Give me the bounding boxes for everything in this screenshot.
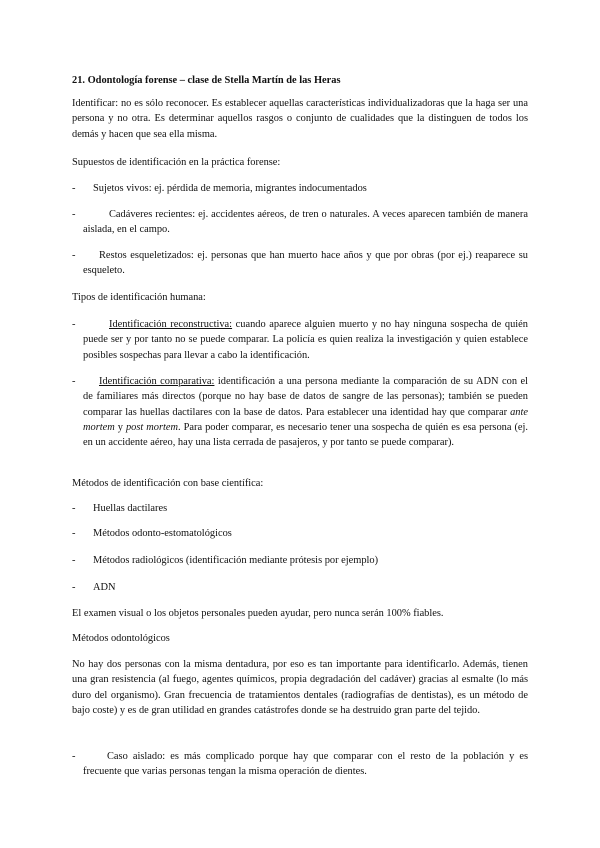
bullet-dash: - (72, 209, 76, 220)
definition-text: y (114, 421, 126, 433)
list-item-text: Restos esqueletizados: ej. personas que han muerto hace años y que por obras (por ej.) reaparece su esqueleto. (83, 250, 528, 277)
list-item (72, 580, 528, 595)
list-item-text: Caso aislado: es más complicado porque hay que comparar con el resto de la población y es frecuente que varias personas tengan la misma operación de dientes. (83, 751, 528, 778)
italic-term: ante mortem (83, 406, 528, 433)
bullet-dash: - (72, 751, 76, 762)
bullet-dash: - (72, 582, 76, 593)
term-reconstructiva: Identificación reconstructiva: (109, 319, 233, 330)
examen-paragraph: El examen visual o los objetos personales pueden ayudar, pero nunca serán 100% fiables. (72, 608, 444, 619)
document-title: 21. Odontología forense – clase de Stella Martín de las Heras (72, 75, 341, 86)
intro-paragraph: Identificar: no es sólo reconocer. Es establecer aquellas características individualizadoras que la haga ser una persona y no otra. Es determinar aquellos rasgos o conjunto de cualidades que la distinguen de todos los demás y hacen que sea ella misma. (72, 98, 528, 140)
bullet-dash: - (72, 319, 76, 330)
list-item (72, 501, 528, 516)
odont-paragraph: No hay dos personas con la misma dentadura, por eso es tan importante para identificarlo. Además, tienen una gran resistencia (al fuego, agentes químicos, propia degradación del cadáver) gracias al esmalte (lo más duro del organismo). Gran frecuencia de tratamientos dentales (radiografías de dentistas), es un método de bajo coste) y es de gran utilidad en grandes catástrofes donde se ha destruido gran parte del tejido. (72, 659, 528, 716)
list-item (72, 248, 528, 279)
term-comparativa: Identificación comparativa: (99, 376, 215, 387)
list-item-text: Sujetos vivos: ej. pérdida de memoria, migrantes indocumentados (93, 183, 367, 194)
list-item-text (83, 317, 528, 363)
bullet-dash: - (72, 555, 76, 566)
list-item-text (83, 374, 528, 450)
supuestos-heading: Supuestos de identificación en la práctica forense: (72, 157, 281, 168)
list-item (72, 207, 528, 238)
list-item-text: Métodos odonto-estomatológicos (93, 528, 232, 539)
metodos-heading: Métodos de identificación con base científica: (72, 478, 264, 489)
list-item (72, 181, 528, 196)
tipos-heading: Tipos de identificación humana: (72, 292, 206, 303)
bullet-dash: - (72, 528, 76, 539)
bullet-dash: - (72, 250, 76, 261)
list-item (72, 374, 528, 450)
definition-text: cuando aparece alguien muerto y no hay ninguna sospecha de quién puede ser y por tanto no se puede comparar. La policía es quien realiza la investigación y quien establece posibles sospechas para llevar a cabo la identificación. (83, 319, 528, 361)
list-item-text: Métodos radiológicos (identificación mediante prótesis por ejemplo) (93, 555, 379, 566)
definition-text: identificación a una persona mediante la comparación de su ADN con el de familiares más directos (porque no hay base de datos de sangre de las personas); también se pueden comparar las huellas dactilares con la base de datos. Para establecer una identidad hay que comparar (83, 376, 528, 418)
italic-term: post mortem (125, 421, 179, 433)
list-item (72, 317, 528, 363)
odont-heading: Métodos odontológicos (72, 633, 170, 644)
list-item (72, 749, 528, 780)
definition-text: . Para poder comparar, es necesario tener una sospecha de quién es esa persona (ej. en un accidente aéreo, hay una lista cerrada de pasajeros, y por tanto se puede comparar). (83, 421, 529, 449)
list-item (72, 553, 528, 568)
bullet-dash: - (72, 503, 76, 514)
list-item-text: Cadáveres recientes: ej. accidentes aéreos, de tren o naturales. A veces aparecen también de manera aislada, en el campo. (83, 209, 528, 236)
list-item-text: Huellas dactilares (93, 503, 168, 514)
list-item (72, 526, 528, 541)
bullet-dash: - (72, 183, 76, 194)
bullet-dash: - (72, 376, 76, 387)
list-item-text: ADN (93, 582, 116, 593)
